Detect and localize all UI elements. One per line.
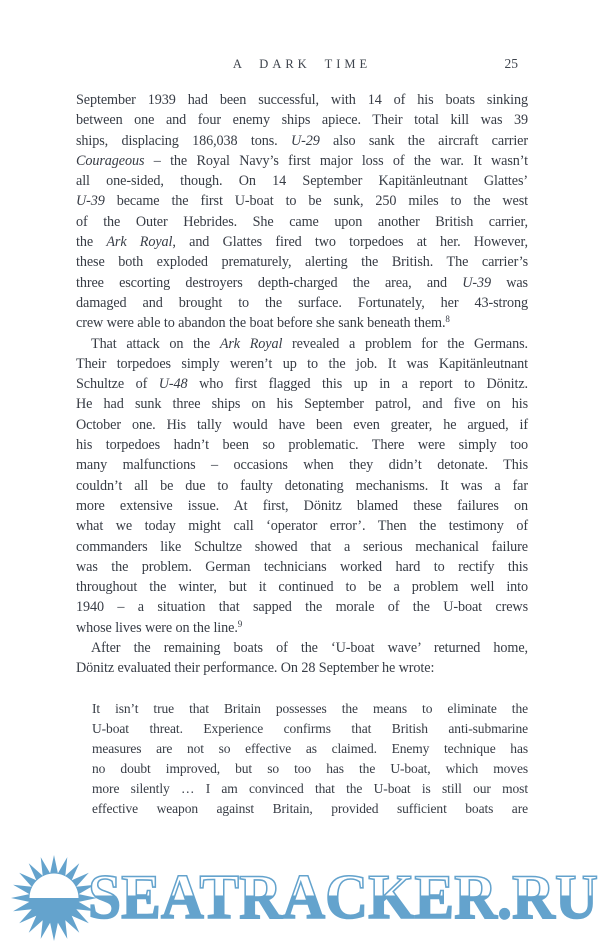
text-line: Dönitz evaluated their performance. On 28 September he wrote: (76, 660, 435, 677)
chapter-title: A DARK TIME (232, 57, 372, 71)
text-line: measures are not so effective as claimed. Enemy technique has (92, 740, 528, 756)
text-line: Courageous – the Royal Navy’s first major loss of the war. It wasn’t (76, 152, 528, 169)
text-line: He had sunk three ships on his September patrol, and five on his (76, 396, 528, 413)
text-line: After the remaining boats of the ‘U-boat wave’ returned home, (91, 640, 528, 657)
text-line: the Ark Royal, and Glattes fired two torpedoes at her. However, (76, 234, 528, 251)
text-line: was the problem. German technicians worked hard to rectify this (76, 558, 528, 575)
text-column (76, 90, 528, 819)
text-line: more extensive issue. At first, Dönitz blamed these failures on (76, 497, 528, 514)
page-number: 25 (504, 56, 518, 71)
text-line: between one and four enemy ships apiece. Their total kill was 39 (76, 112, 528, 129)
text-line: no doubt improved, but so too has the U-boat, which moves (92, 760, 528, 776)
watermark-text: SEATRACKER.RU (88, 862, 598, 932)
text-line: U-39 became the first U-boat to be sunk, 250 miles to the west (76, 193, 528, 210)
text-line: It isn’t true that Britain possesses the means to eliminate the (92, 700, 528, 716)
running-head (76, 56, 528, 74)
text-line: U-boat threat. Experience confirms that British anti-submarine (92, 720, 528, 736)
text-line: That attack on the Ark Royal revealed a problem for the Germans. (91, 335, 528, 352)
watermark (0, 843, 608, 941)
text-line: these both exploded prematurely, alerting the British. The carrier’s (76, 254, 528, 271)
text-line: what we today might call ‘operator error’. Then the testimony of (76, 518, 528, 535)
text-line: crew were able to abandon the boat before she sank beneath them.$^8$ (76, 314, 450, 332)
text-line: three escorting destroyers depth-charged the area, and U-39 was (76, 274, 528, 291)
text-line: Their torpedoes simply weren’t up to the job. It was Kapitänleutnant (76, 355, 528, 372)
footnote-marker: 9 (237, 618, 243, 629)
block-quote (92, 699, 528, 819)
paragraph (76, 334, 528, 638)
text-line: ships, displacing 186,038 tons. U-29 also sank the aircraft carrier (76, 132, 528, 149)
text-line: Schultze of U-48 who first flagged this up in a report to Dönitz. (76, 376, 528, 393)
text-line: many malfunctions – occasions when they didn’t detonate. This (76, 457, 528, 474)
footnote-marker: 8 (445, 314, 450, 325)
paragraph (76, 638, 528, 679)
text-line: October one. His tally would have been even greater, he argued, if (76, 416, 528, 433)
text-line: couldn’t all be due to faulty detonating mechanisms. It was a far (76, 477, 528, 494)
sun-sea-icon (11, 855, 97, 941)
text-line: his torpedoes hadn’t been so problematic. There were simply too (76, 437, 528, 454)
text-line: throughout the winter, but it continued to be a problem well into (76, 579, 528, 596)
text-line: damaged and brought to the surface. Fortunately, her 43-strong (76, 294, 528, 311)
paragraph (76, 90, 528, 334)
text-line: all one-sided, though. On 14 September Kapitänleutnant Glattes’ (76, 173, 528, 190)
text-line: of the Outer Hebrides. She came upon another British carrier, (76, 213, 528, 230)
text-line: commanders like Schultze showed that a serious mechanical failure (76, 538, 528, 555)
text-line: whose lives were on the line.$^9$ (76, 618, 243, 636)
text-line: more silently … I am convinced that the U-boat is still our most (92, 780, 528, 796)
text-line: 1940 – a situation that sapped the morale of the U-boat crews (76, 599, 528, 616)
text-line: September 1939 had been successful, with 14 of his boats sinking (76, 92, 528, 108)
text-line: effective weapon against Britain, provided sufficient boats are (92, 800, 528, 816)
